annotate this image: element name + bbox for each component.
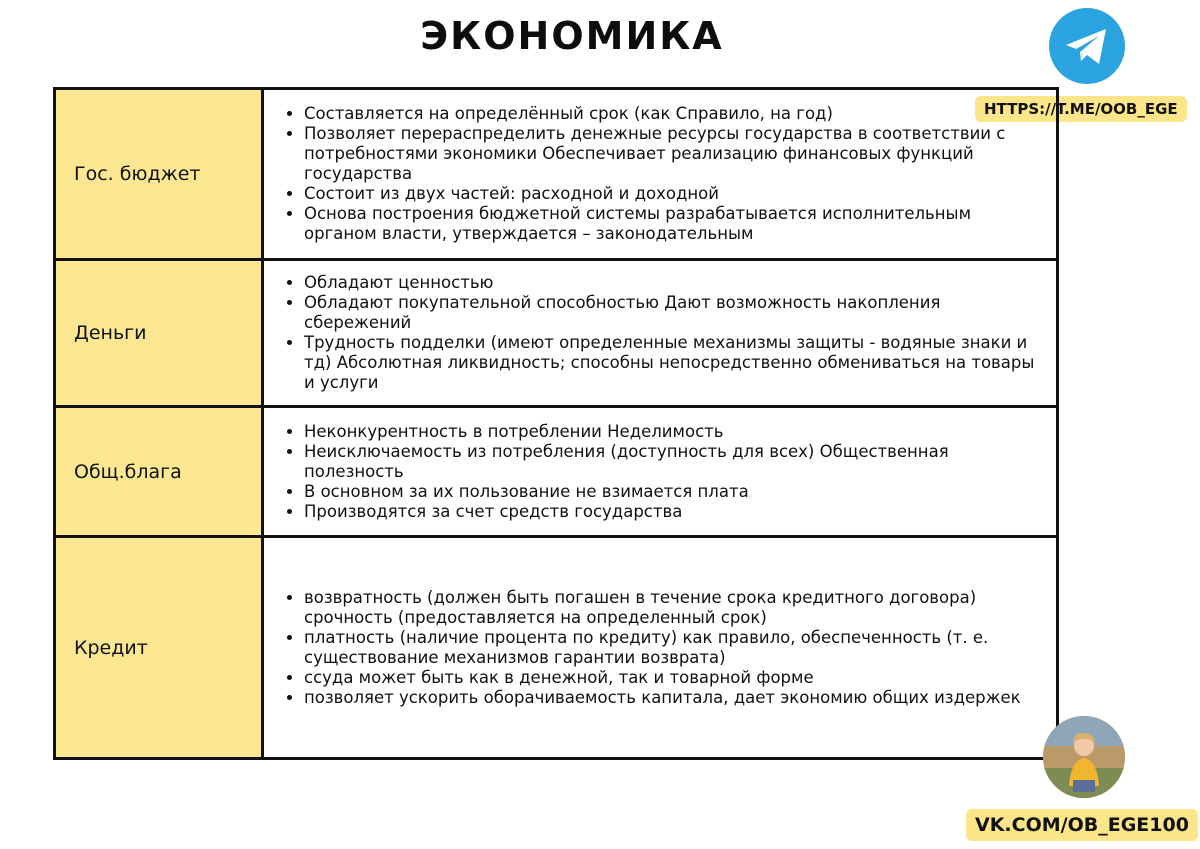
telegram-link[interactable]: HTTPS://T.ME/OOB_EGE <box>975 96 1187 122</box>
list-item: • Производятся за счет средств государства <box>304 502 1046 522</box>
description-cell <box>263 537 1058 759</box>
list-item: • Позволяет перераспределить денежные ресурсы государства в соответствии с потребностями экономики Обеспечивает реализацию финансовых функций государства <box>304 124 1046 184</box>
list-item: • Неконкурентность в потреблении Неделимость <box>304 422 1046 442</box>
list-item: • ссуда может быть как в денежной, так и товарной форме <box>304 668 1046 688</box>
list-item: • платность (наличие процента по кредиту) как правило, обеспеченность (т. е. существование механизмов гарантии возврата) <box>304 628 1046 668</box>
table-row <box>55 260 1058 407</box>
table-row <box>55 537 1058 759</box>
list-item: • Состоит из двух частей: расходной и доходной <box>304 184 1046 204</box>
list-item: • Основа построения бюджетной системы разрабатывается исполнительным органом власти, утверждается – законодательным <box>304 204 1046 244</box>
description-cell <box>263 260 1058 407</box>
bullet-list <box>264 588 1056 708</box>
list-item: • В основном за их пользование не взимается плата <box>304 482 1046 502</box>
bullet-list <box>264 273 1056 393</box>
term-cell: Гос. бюджет <box>55 89 263 260</box>
list-item: • Неисключаемость из потребления (доступность для всех) Общественная полезность <box>304 442 1046 482</box>
list-item: • возвратность (должен быть погашен в течение срока кредитного договора) срочность (предоставляется на определенный срок) <box>304 588 1046 628</box>
table-row <box>55 89 1058 260</box>
author-avatar <box>1043 716 1125 798</box>
list-item: • позволяет ускорить оборачиваемость капитала, дает экономию общих издержек <box>304 688 1046 708</box>
term-cell: Общ.блага <box>55 407 263 537</box>
term-cell: Кредит <box>55 537 263 759</box>
vk-link[interactable]: VK.COM/OB_EGE100 <box>966 809 1198 841</box>
description-cell <box>263 407 1058 537</box>
description-cell <box>263 89 1058 260</box>
list-item: • Составляется на определённый срок (как Справило, на год) <box>304 104 1046 124</box>
list-item: • Обладают покупательной способностью Дают возможность накопления сбережений <box>304 293 1046 333</box>
economics-table <box>53 87 1059 760</box>
telegram-icon[interactable] <box>1049 8 1125 84</box>
term-cell: Деньги <box>55 260 263 407</box>
page-title: ЭКОНОМИКА <box>420 14 724 58</box>
table-row <box>55 407 1058 537</box>
list-item: • Обладают ценностью <box>304 273 1046 293</box>
bullet-list <box>264 104 1056 244</box>
bullet-list <box>264 422 1056 522</box>
list-item: • Трудность подделки (имеют определенные механизмы защиты - водяные знаки и тд) Абсолютная ликвидность; способны непосредственно обмениваться на товары и услуги <box>304 333 1046 393</box>
